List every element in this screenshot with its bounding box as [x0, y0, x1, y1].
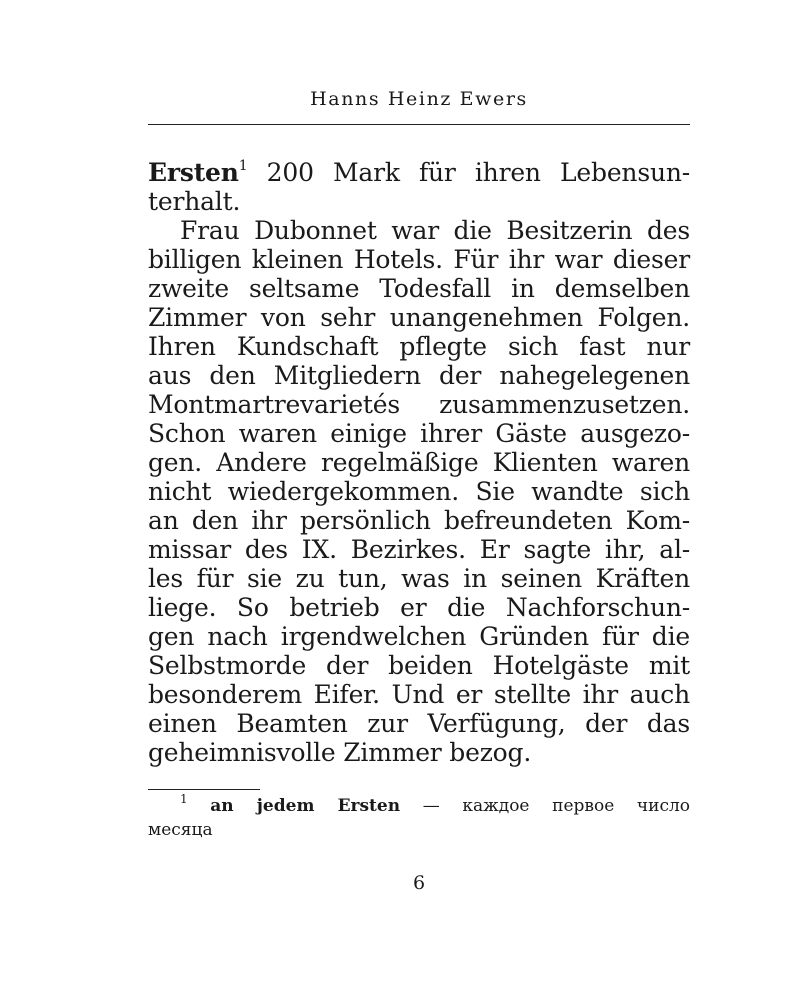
text-line: Schon waren einige ihrer Gäste ausgezo-: [148, 419, 690, 448]
footnote: [148, 794, 690, 842]
page-number: 6: [412, 872, 426, 894]
body-text: [148, 158, 690, 767]
footnote-term: an jedem Ersten: [210, 796, 401, 816]
footnote-line: месяца: [148, 820, 213, 840]
bold-term: Ersten: [148, 158, 239, 187]
text-line: billigen kleinen Hotels. Für ihr war dieser: [148, 245, 690, 274]
header-rule: [148, 124, 690, 125]
text-line: geheimnisvolle Zimmer bezog.: [148, 738, 532, 767]
line-rest: 200 Mark für ihren Lebensun-: [247, 158, 690, 187]
running-header: Hanns Heinz Ewers: [310, 88, 528, 110]
text-line: aus den Mitgliedern der nahegelegenen: [148, 361, 690, 390]
footnote-rule: [148, 789, 260, 790]
text-line: Zimmer von sehr unangenehmen Folgen.: [148, 303, 690, 332]
text-line: Montmartrevarietés zusammenzusetzen.: [148, 390, 690, 419]
text-line: zweite seltsame Todesfall in demselben: [148, 274, 690, 303]
text-line: an den ihr persönlich befreundeten Kom-: [148, 506, 690, 535]
text-line: Selbstmorde der beiden Hotelgäste mit: [148, 651, 690, 680]
text-line: einen Beamten zur Verfügung, der das: [148, 709, 690, 738]
text-line: missar des IX. Bezirkes. Er sagte ihr, al-: [148, 535, 690, 564]
footnote-definition: — каждое первое число: [400, 796, 691, 816]
text-line: [148, 158, 690, 187]
footnote-ref[interactable]: 1: [238, 157, 248, 174]
text-line: Ihren Kundschaft pflegte sich fast nur: [148, 332, 690, 361]
text-line: gen. Andere regelmäßige Klienten waren: [148, 448, 690, 477]
text-line: nicht wiedergekommen. Sie wandte sich: [148, 477, 690, 506]
text-line: liege. So betrieb er die Nachforschun-: [148, 593, 690, 622]
footnote-line: [148, 794, 690, 818]
text-line: les für sie zu tun, was in seinen Kräften: [148, 564, 690, 593]
text-line: terhalt.: [148, 187, 241, 216]
text-line: gen nach irgendwelchen Gründen für die: [148, 622, 690, 651]
text-line: Frau Dubonnet war die Besitzerin des: [180, 216, 690, 245]
text-line: besonderem Eifer. Und er stellte ihr auch: [148, 680, 690, 709]
footnote-number: 1: [180, 792, 188, 807]
